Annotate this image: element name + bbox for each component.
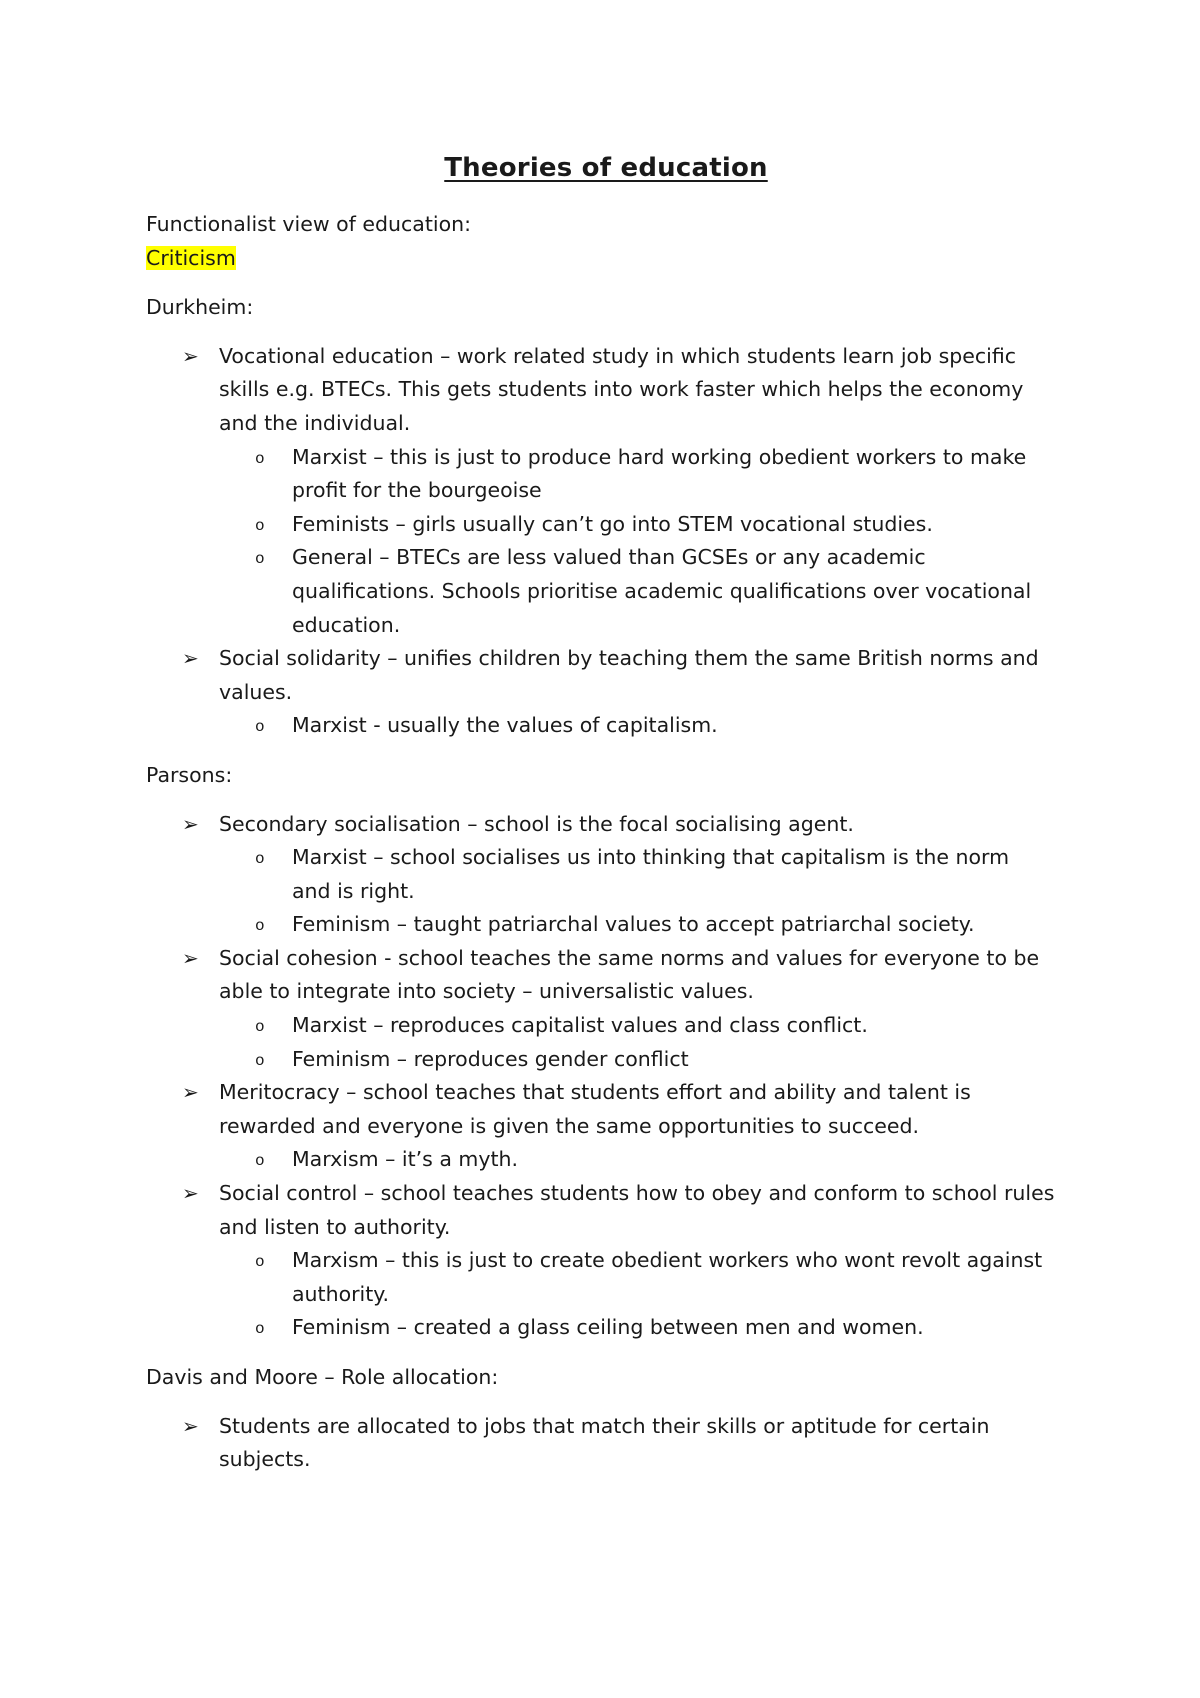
sub-list-item bbox=[219, 541, 1066, 642]
sub-bullet-list bbox=[219, 841, 1066, 942]
sub-list-item-text: Feminism – taught patriarchal values to accept patriarchal society. bbox=[292, 912, 975, 937]
list-item bbox=[146, 808, 1066, 842]
bullet-list bbox=[146, 340, 1066, 743]
list-item bbox=[146, 1177, 1066, 1244]
sub-list-item-text: profit for the bourgeoise bbox=[292, 478, 542, 503]
sub-list-item-text: Marxist – school socialises us into thinking that capitalism is the norm bbox=[292, 845, 1010, 870]
sub-list-item-text: Feminism – reproduces gender conflict bbox=[292, 1046, 689, 1071]
sub-list-item-text: Marxist - usually the values of capitalism. bbox=[292, 713, 718, 738]
sub-list-item bbox=[219, 441, 1066, 508]
sections-container bbox=[146, 291, 1066, 1477]
list-item-text: and listen to authority. bbox=[219, 1214, 451, 1239]
page-title: Theories of education bbox=[444, 153, 768, 183]
sub-list-item bbox=[219, 709, 1066, 743]
sub-list-item-text: Feminism – created a glass ceiling between men and women. bbox=[292, 1315, 924, 1340]
sub-list-item bbox=[219, 1009, 1066, 1043]
section bbox=[146, 1361, 1066, 1477]
sub-list-item bbox=[219, 1143, 1066, 1177]
arrow-bullet-icon: ➢ bbox=[182, 811, 199, 836]
criticism-line bbox=[146, 242, 1066, 276]
document-content bbox=[146, 150, 1066, 1477]
circle-bullet-icon: o bbox=[255, 1018, 265, 1037]
arrow-bullet-icon: ➢ bbox=[182, 343, 199, 368]
list-item-text: Social solidarity – unifies children by teaching them the same British norms and bbox=[219, 646, 1039, 671]
section-heading: Davis and Moore – Role allocation: bbox=[146, 1365, 499, 1389]
circle-bullet-icon: o bbox=[255, 550, 265, 569]
list-item-text: Students are allocated to jobs that match their skills or aptitude for certain bbox=[219, 1413, 990, 1438]
section bbox=[146, 291, 1066, 743]
sub-list-item bbox=[219, 508, 1066, 542]
arrow-bullet-icon: ➢ bbox=[182, 646, 199, 671]
arrow-bullet-icon: ➢ bbox=[182, 1080, 199, 1105]
circle-bullet-icon: o bbox=[255, 449, 265, 468]
sub-list-item bbox=[219, 841, 1066, 908]
list-item-text: Social control – school teaches students how to obey and conform to school rules bbox=[219, 1181, 1055, 1206]
sub-bullet-list bbox=[219, 1244, 1066, 1345]
sub-list-item-text: Marxist – this is just to produce hard working obedient workers to make bbox=[292, 444, 1027, 469]
sub-list-item bbox=[219, 1311, 1066, 1345]
list-item-text: rewarded and everyone is given the same opportunities to succeed. bbox=[219, 1113, 920, 1138]
list-item-text: Vocational education – work related study in which students learn job specific bbox=[219, 343, 1017, 368]
list-item-text: subjects. bbox=[219, 1447, 311, 1472]
list-item-text: Social cohesion - school teaches the same norms and values for everyone to be bbox=[219, 945, 1040, 970]
sub-list-item bbox=[219, 908, 1066, 942]
sub-list-item-text: authority. bbox=[292, 1281, 390, 1306]
sub-list-item-text: General – BTECs are less valued than GCSEs or any academic bbox=[292, 545, 926, 570]
list-item-text: Secondary socialisation – school is the focal socialising agent. bbox=[219, 811, 854, 836]
circle-bullet-icon: o bbox=[255, 718, 265, 737]
section-heading: Parsons: bbox=[146, 762, 233, 787]
criticism-highlight: Criticism bbox=[146, 245, 236, 270]
sub-list-item-text: and is right. bbox=[292, 878, 415, 903]
intro-line: Functionalist view of education: bbox=[146, 212, 472, 236]
list-item bbox=[146, 642, 1066, 709]
list-item-text: and the individual. bbox=[219, 410, 411, 435]
sub-bullet-list bbox=[219, 1009, 1066, 1076]
list-item-text: skills e.g. BTECs. This gets students into work faster which helps the economy bbox=[219, 377, 1024, 402]
arrow-bullet-icon: ➢ bbox=[182, 945, 199, 970]
section bbox=[146, 759, 1066, 1345]
circle-bullet-icon: o bbox=[255, 516, 265, 535]
circle-bullet-icon: o bbox=[255, 1253, 265, 1272]
sub-bullet-list bbox=[219, 1143, 1066, 1177]
circle-bullet-icon: o bbox=[255, 917, 265, 936]
sub-list-item-text: Marxism – it’s a myth. bbox=[292, 1147, 519, 1172]
sub-list-item-text: qualifications. Schools prioritise academic qualifications over vocational bbox=[292, 578, 1032, 603]
section-heading: Durkheim: bbox=[146, 295, 254, 320]
sub-list-item-text: Feminists – girls usually can’t go into STEM vocational studies. bbox=[292, 511, 933, 536]
sub-bullet-list bbox=[219, 441, 1066, 643]
sub-list-item bbox=[219, 1244, 1066, 1311]
arrow-bullet-icon: ➢ bbox=[182, 1181, 199, 1206]
arrow-bullet-icon: ➢ bbox=[182, 1413, 199, 1438]
circle-bullet-icon: o bbox=[255, 850, 265, 869]
circle-bullet-icon: o bbox=[255, 1320, 265, 1339]
list-item bbox=[146, 340, 1066, 441]
sub-bullet-list bbox=[219, 709, 1066, 743]
bullet-list bbox=[146, 808, 1066, 1346]
list-item bbox=[146, 942, 1066, 1009]
circle-bullet-icon: o bbox=[255, 1051, 265, 1070]
list-item bbox=[146, 1410, 1066, 1477]
list-item-text: able to integrate into society – universalistic values. bbox=[219, 979, 754, 1004]
list-item-text: values. bbox=[219, 679, 293, 704]
sub-list-item-text: Marxist – reproduces capitalist values and class conflict. bbox=[292, 1013, 868, 1038]
list-item bbox=[146, 1076, 1066, 1143]
bullet-list bbox=[146, 1410, 1066, 1477]
sub-list-item-text: education. bbox=[292, 612, 401, 637]
circle-bullet-icon: o bbox=[255, 1152, 265, 1171]
sub-list-item bbox=[219, 1043, 1066, 1077]
sub-list-item-text: Marxism – this is just to create obedient workers who wont revolt against bbox=[292, 1248, 1043, 1273]
list-item-text: Meritocracy – school teaches that students effort and ability and talent is bbox=[219, 1080, 971, 1105]
